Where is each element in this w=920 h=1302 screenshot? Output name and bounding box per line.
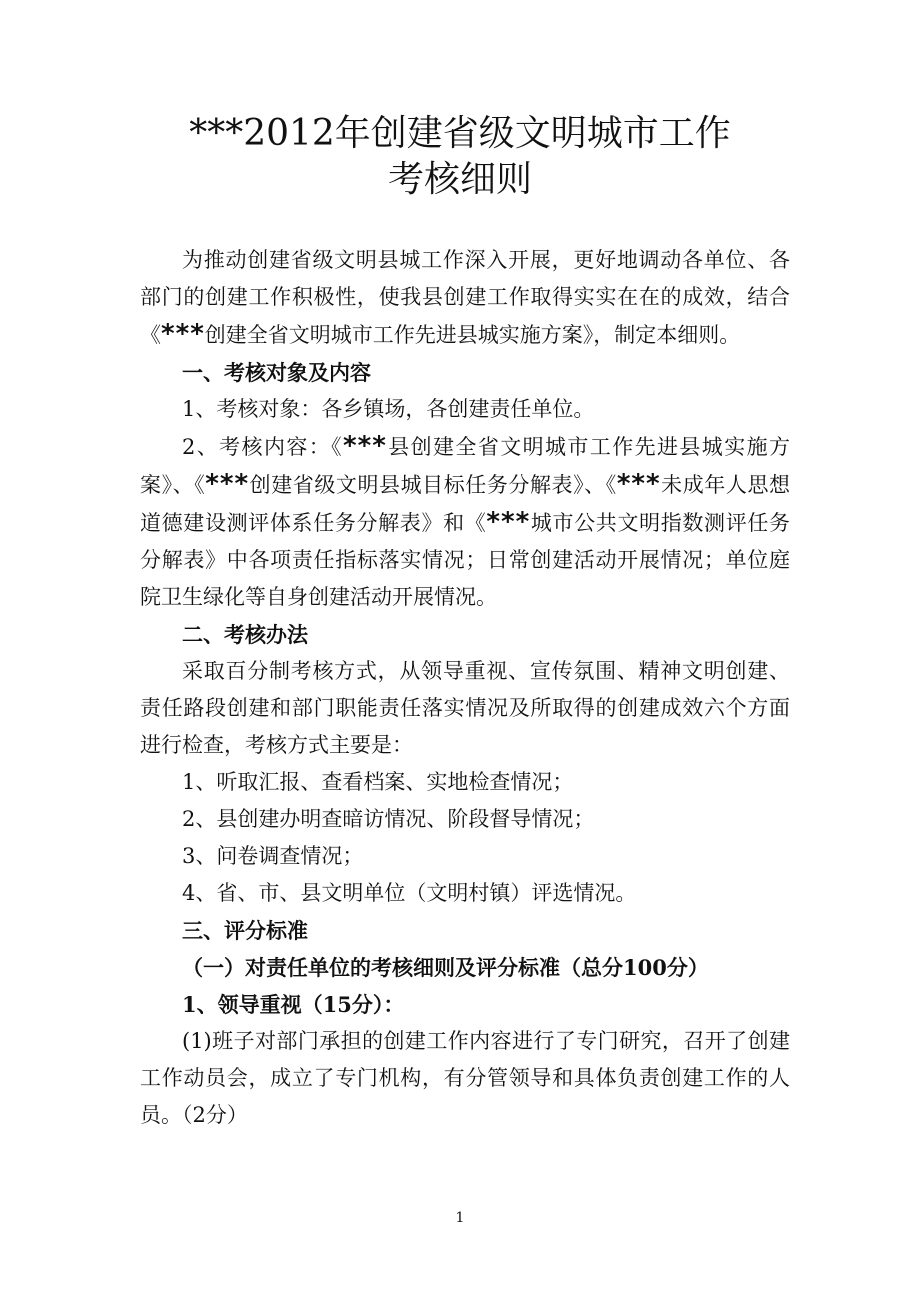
redacted-name-stars: *** (486, 507, 531, 537)
subitem-paragraph: (1)班子对部门承担的创建工作内容进行了专门研究，召开了创建工作动员会，成立了专门机构，有分管领导和具体负责创建工作的人员。（2分） (140, 1029, 790, 1127)
method-intro-paragraph: 采取百分制考核方式，从领导重视、宣传氛围、精神文明创建、责任路段创建和部门职能责任落实情况及所取得的创建成效六个方面进行检查，考核方式主要是： (140, 659, 790, 757)
intro-text-2: 创建全省文明城市工作先进县城实施方案》，制定本细则。 (204, 323, 741, 347)
method-item: 4、省、市、县文明单位（文明村镇）评选情况。 (182, 881, 637, 905)
document-body (140, 242, 790, 1134)
assessment-content-item (140, 428, 790, 616)
redacted-name-stars: *** (161, 319, 205, 349)
content-text-2: 县创建全省文明城市工作先进县城实施方案》、《 (140, 435, 790, 497)
document-title-line-1: ***2012年创建省级文明城市工作 (189, 113, 731, 154)
method-item: 2、县创建办明查暗访情况、阶段督导情况； (182, 807, 595, 831)
section-heading-3: 三、评分标准 (182, 918, 308, 943)
content-text-3: 创建省级文明县城目标任务分解表》、《 (249, 473, 617, 497)
page-number: 1 (455, 1210, 465, 1226)
assessment-target-item: 1、考核对象：各乡镇场，各创建责任单位。 (182, 397, 595, 421)
section-heading-2: 二、考核办法 (182, 622, 308, 647)
content-text-4: 未成年人思想道德建设测评体系任务分解表》和《 (140, 473, 791, 535)
content-text-1: 2、考核内容：《 (182, 435, 344, 459)
subsection-heading: （一）对责任单位的考核细则及评分标准（总分100分） (182, 955, 709, 980)
redacted-name-stars: *** (616, 469, 661, 499)
redacted-name-stars: *** (343, 431, 387, 461)
content-text-5: 城市公共文明指数测评任务分解表》中各项责任指标落实情况；日常创建活动开展情况；单位庭院卫生绿化等自身创建活动开展情况。 (140, 511, 791, 609)
document-title-line-2: 考核细则 (387, 159, 532, 200)
intro-text-1: 为推动创建省级文明县城工作深入开展，更好地调动各单位、各部门的创建工作积极性，使我县创建工作取得实实在在的成效，结合《 (140, 248, 790, 347)
redacted-name-stars: *** (205, 469, 250, 499)
subitem-heading: 1、领导重视（15分）： (182, 992, 405, 1017)
section-heading-1: 一、考核对象及内容 (182, 360, 371, 385)
intro-paragraph (140, 242, 790, 354)
method-item: 3、问卷调查情况； (182, 844, 364, 868)
method-item: 1、听取汇报、查看档案、实地检查情况； (182, 770, 574, 794)
